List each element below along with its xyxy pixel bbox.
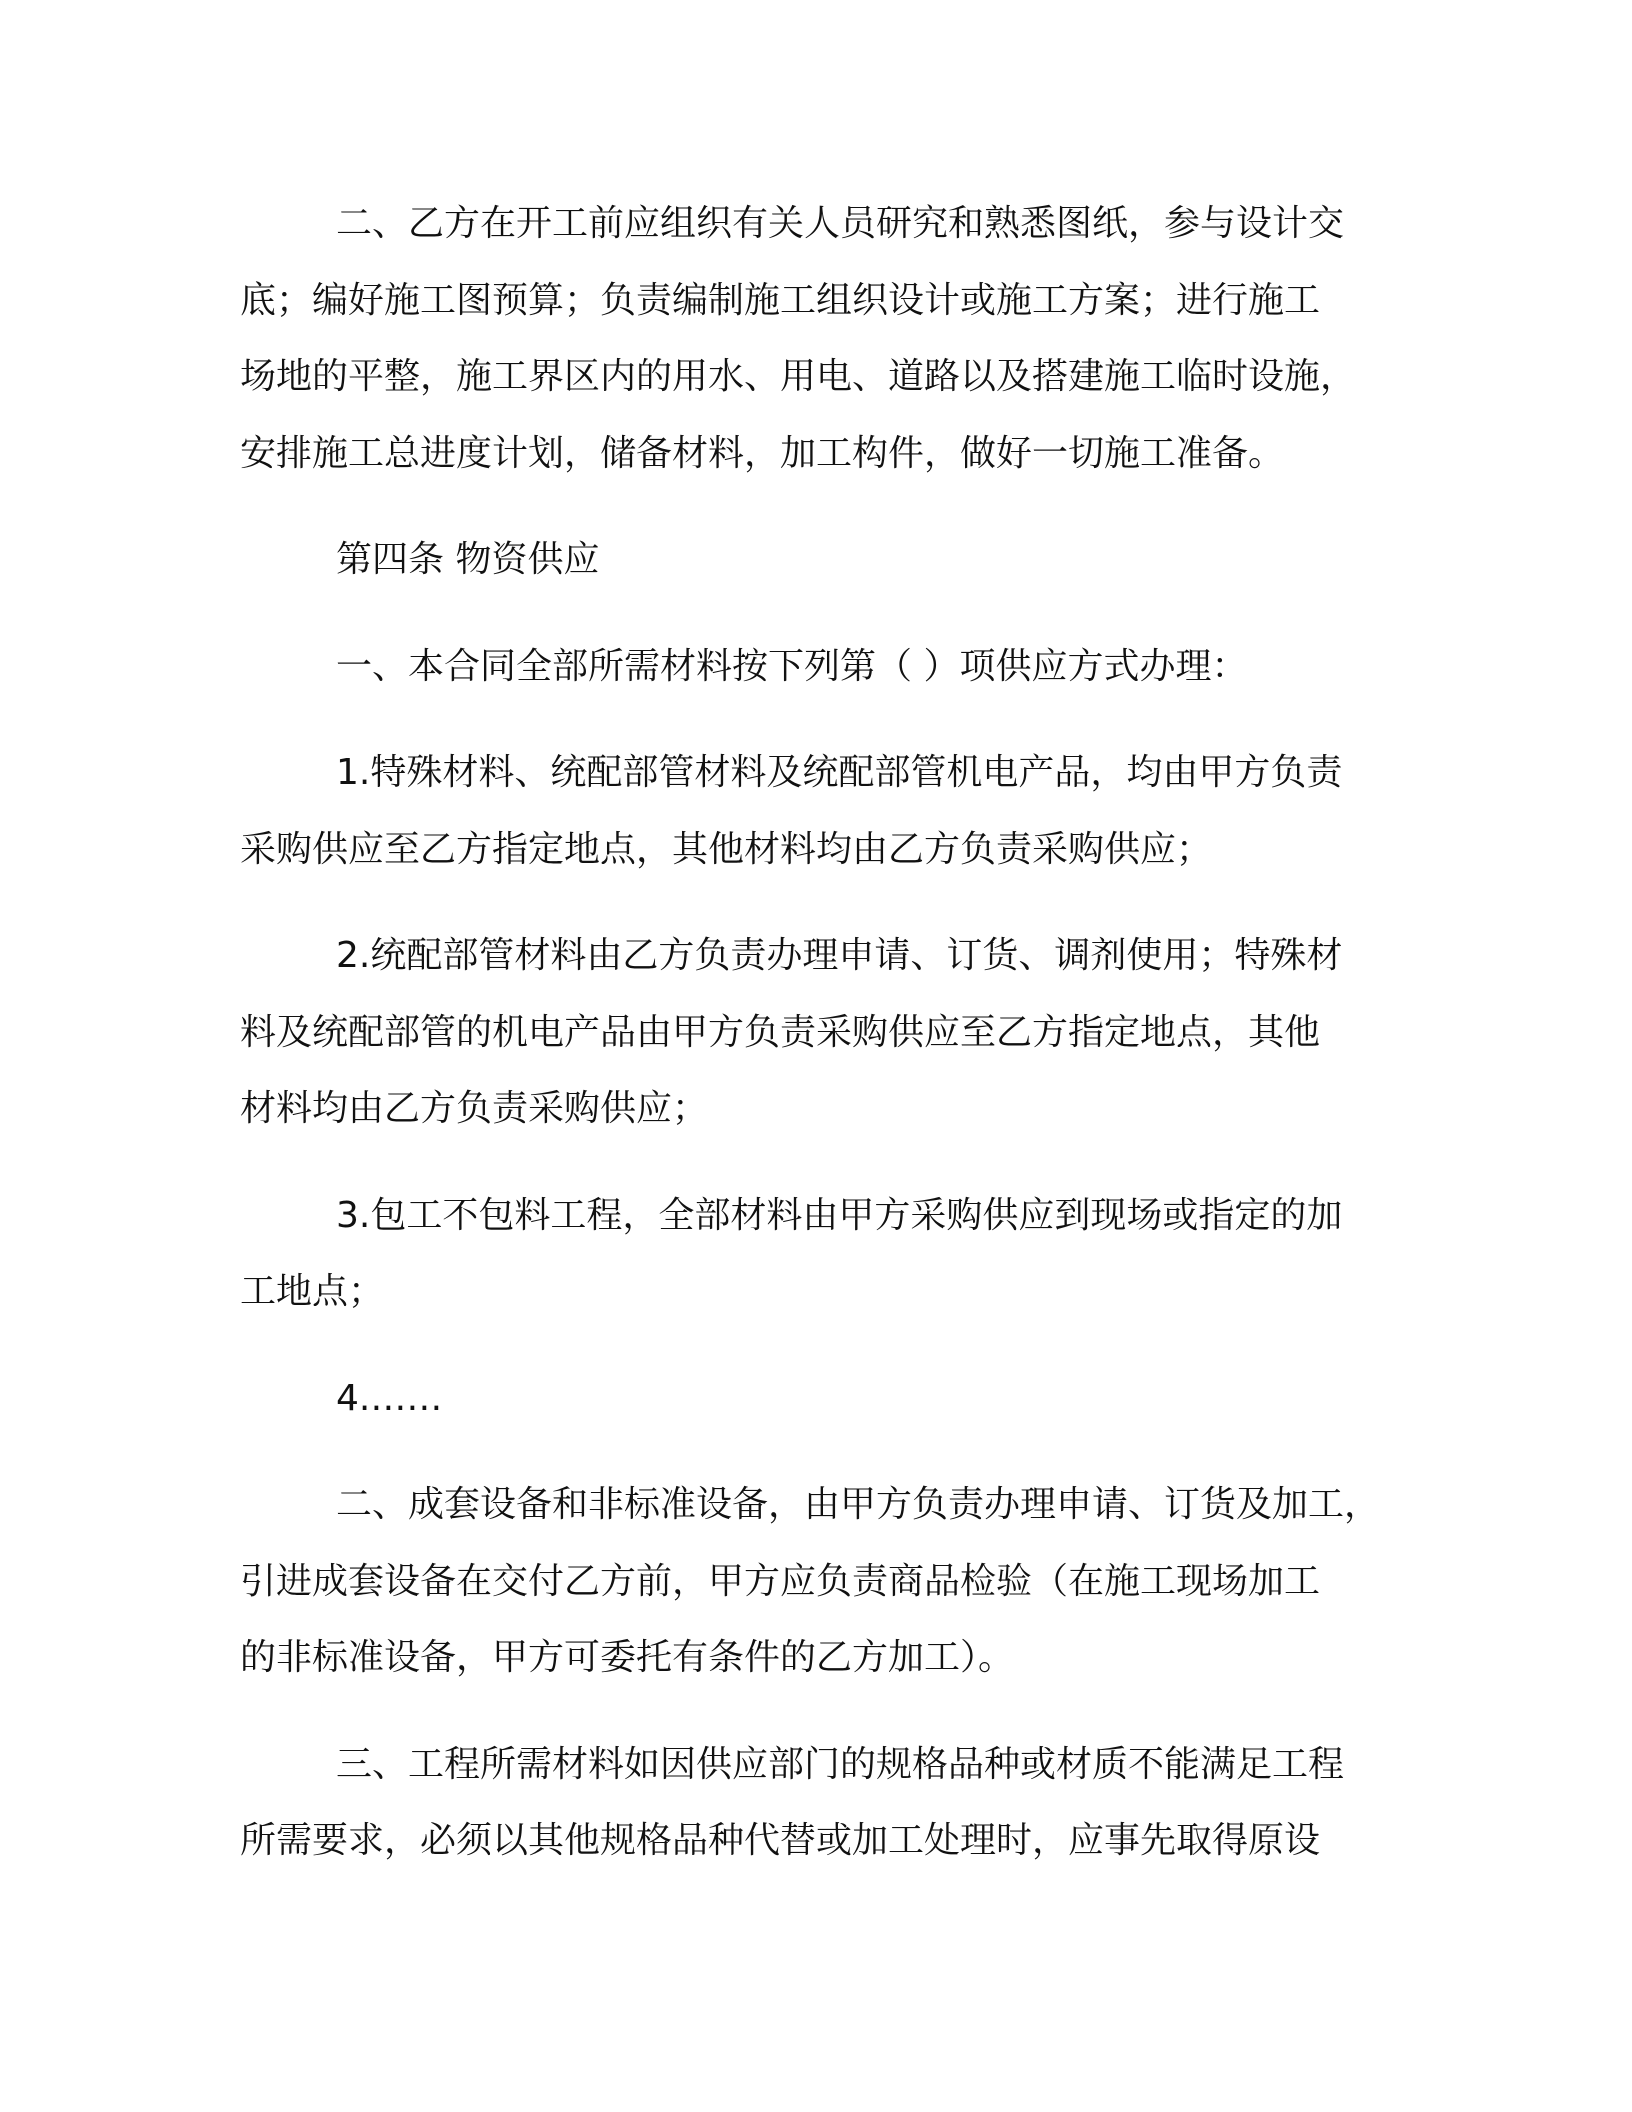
- text-line: 3.包工不包料工程，全部材料由甲方采购供应到现场或指定的加: [336, 1194, 1343, 1236]
- text-line: 二、成套设备和非标准设备，由甲方负责办理申请、订货及加工，: [336, 1484, 1381, 1525]
- text-line: 料及统配部管的机电产品由甲方负责采购供应至乙方指定地点，其他: [240, 1011, 1321, 1053]
- paragraph-gap: [240, 1437, 1400, 1467]
- paragraph-gap: [240, 1331, 1400, 1361]
- paragraph-gap: [240, 1697, 1400, 1727]
- paragraph-gap: [240, 599, 1400, 629]
- text-line: 4.……: [336, 1377, 443, 1419]
- text-line: 引进成套设备在交付乙方前，甲方应负责商品检验（在施工现场加工: [240, 1560, 1321, 1602]
- paragraph-gap: [240, 705, 1400, 735]
- paragraph-supply-method: [240, 629, 1400, 706]
- text-line: 采购供应至乙方指定地点，其他材料均由乙方负责采购供应；: [240, 828, 1213, 870]
- paragraph-gap: [240, 492, 1400, 522]
- document-body: [240, 186, 1400, 1880]
- text-line: 材料均由乙方负责采购供应；: [240, 1088, 709, 1129]
- text-line: 的非标准设备，甲方可委托有条件的乙方加工）。: [240, 1637, 1015, 1678]
- paragraph-material-substitution: [240, 1727, 1400, 1880]
- text-line: 场地的平整，施工界区内的用水、用电、道路以及搭建施工临时设施，: [240, 356, 1357, 397]
- text-line: 三、工程所需材料如因供应部门的规格品种或材质不能满足工程: [336, 1743, 1345, 1785]
- paragraph-item-3: [240, 1178, 1400, 1331]
- text-line: 2.统配部管材料由乙方负责办理申请、订货、调剂使用；特殊材: [336, 935, 1343, 976]
- section-heading-article-4: [240, 522, 1400, 599]
- text-line: 所需要求，必须以其他规格品种代替或加工处理时，应事先取得原设: [240, 1820, 1321, 1861]
- text-line: 安排施工总进度计划，储备材料，加工构件，做好一切施工准备。: [240, 432, 1285, 474]
- paragraph-gap: [240, 888, 1400, 918]
- paragraph-item-2: [240, 918, 1400, 1148]
- paragraph-gap: [240, 1148, 1400, 1178]
- text-line: 1.特殊材料、统配部管材料及统配部管机电产品，均由甲方负责: [336, 752, 1343, 793]
- paragraph-item-4: [240, 1361, 1400, 1438]
- text-line: 第四条 物资供应: [336, 539, 600, 580]
- paragraph-preparation: [240, 186, 1400, 492]
- text-line: 工地点；: [240, 1271, 385, 1312]
- text-line: 底；编好施工图预算；负责编制施工组织设计或施工方案；进行施工: [240, 279, 1321, 321]
- paragraph-equipment: [240, 1467, 1400, 1697]
- text-line: 一、本合同全部所需材料按下列第（ ）项供应方式办理：: [336, 645, 1248, 687]
- text-line: 二、乙方在开工前应组织有关人员研究和熟悉图纸，参与设计交: [336, 203, 1345, 244]
- paragraph-item-1: [240, 735, 1400, 888]
